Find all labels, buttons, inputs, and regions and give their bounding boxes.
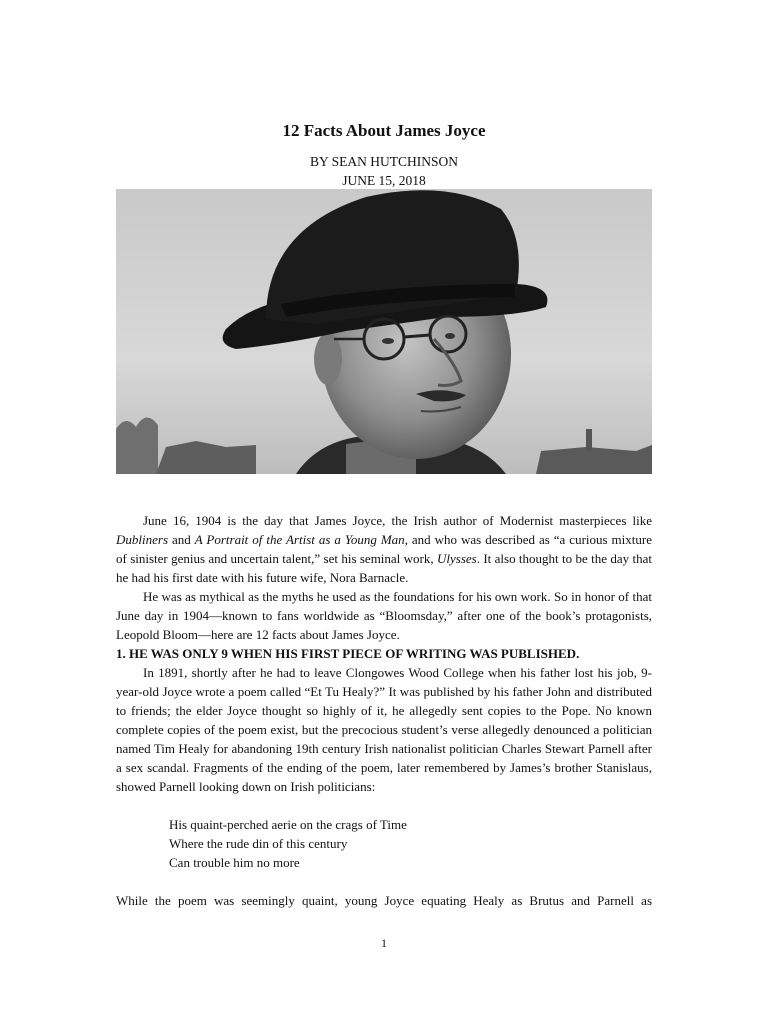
author-line: BY SEAN HUTCHINSON <box>309 154 458 169</box>
intro-text: . It also thought to be the day that he had his first date with his future wife, Nora Barnacle. <box>116 551 652 585</box>
intro-text: June 16, 1904 is the day that James Joyce, the Irish author of Modernist masterpieces like <box>143 513 652 528</box>
byline-block <box>0 152 768 190</box>
portrait-photo-icon <box>116 189 652 474</box>
fact-1-heading: 1. HE WAS ONLY 9 WHEN HIS FIRST PIECE OF WRITING WAS PUBLISHED. <box>116 646 580 661</box>
poem-line: His quaint-perched aerie on the crags of Time <box>169 817 407 832</box>
intro-text: , and who was described as “a curious mixture of sinister genius and uncertain talent,” set his seminal work, <box>116 532 652 566</box>
article-body <box>116 511 652 910</box>
fact-1-continuation: While the poem was seemingly quaint, young Joyce equating Healy as Brutus and Parnell as <box>116 893 652 908</box>
page-number: 1 <box>381 936 387 950</box>
intro-paragraph-2: He was as mythical as the myths he used as the foundations for his own work. So in honor of that June day in 1904—known to fans worldwide as “Bloomsday,” after one of the book’s protagonists, Leopold Bloom—here are 12 facts about James Joyce. <box>116 589 652 642</box>
fact-1-paragraph: In 1891, shortly after he had to leave Clongowes Wood College when his father lost his job, 9-year-old Joyce wrote a poem called “Et Tu Healy?” It was published by his father John and distributed to friends; the elder Joyce thought so highly of it, he allegedly sent copies to the Pope. No known complete copies of the poem exist, but the precocious student’s verse allegedly denounced a politician named Tim Healy for abandoning 19th century Irish nationalist politician Charles Stewart Parnell after a sex scandal. Fragments of the ending of the poem, later remembered by James’s brother Stanislaus, showed Parnell looking down on Irish politicians: <box>116 665 652 794</box>
date-line: JUNE 15, 2018 <box>342 173 426 188</box>
intro-paragraph-1 <box>116 511 652 587</box>
poem-line: Where the rude din of this century <box>169 836 348 851</box>
book-title: Ulysses <box>437 551 477 566</box>
poem-line: Can trouble him no more <box>169 855 300 870</box>
article-title: 12 Facts About James Joyce <box>282 121 486 140</box>
poem-excerpt <box>169 815 652 872</box>
intro-text: and <box>168 532 195 547</box>
book-title: A Portrait of the Artist as a Young Man <box>194 532 405 547</box>
book-title: Dubliners <box>116 532 168 547</box>
